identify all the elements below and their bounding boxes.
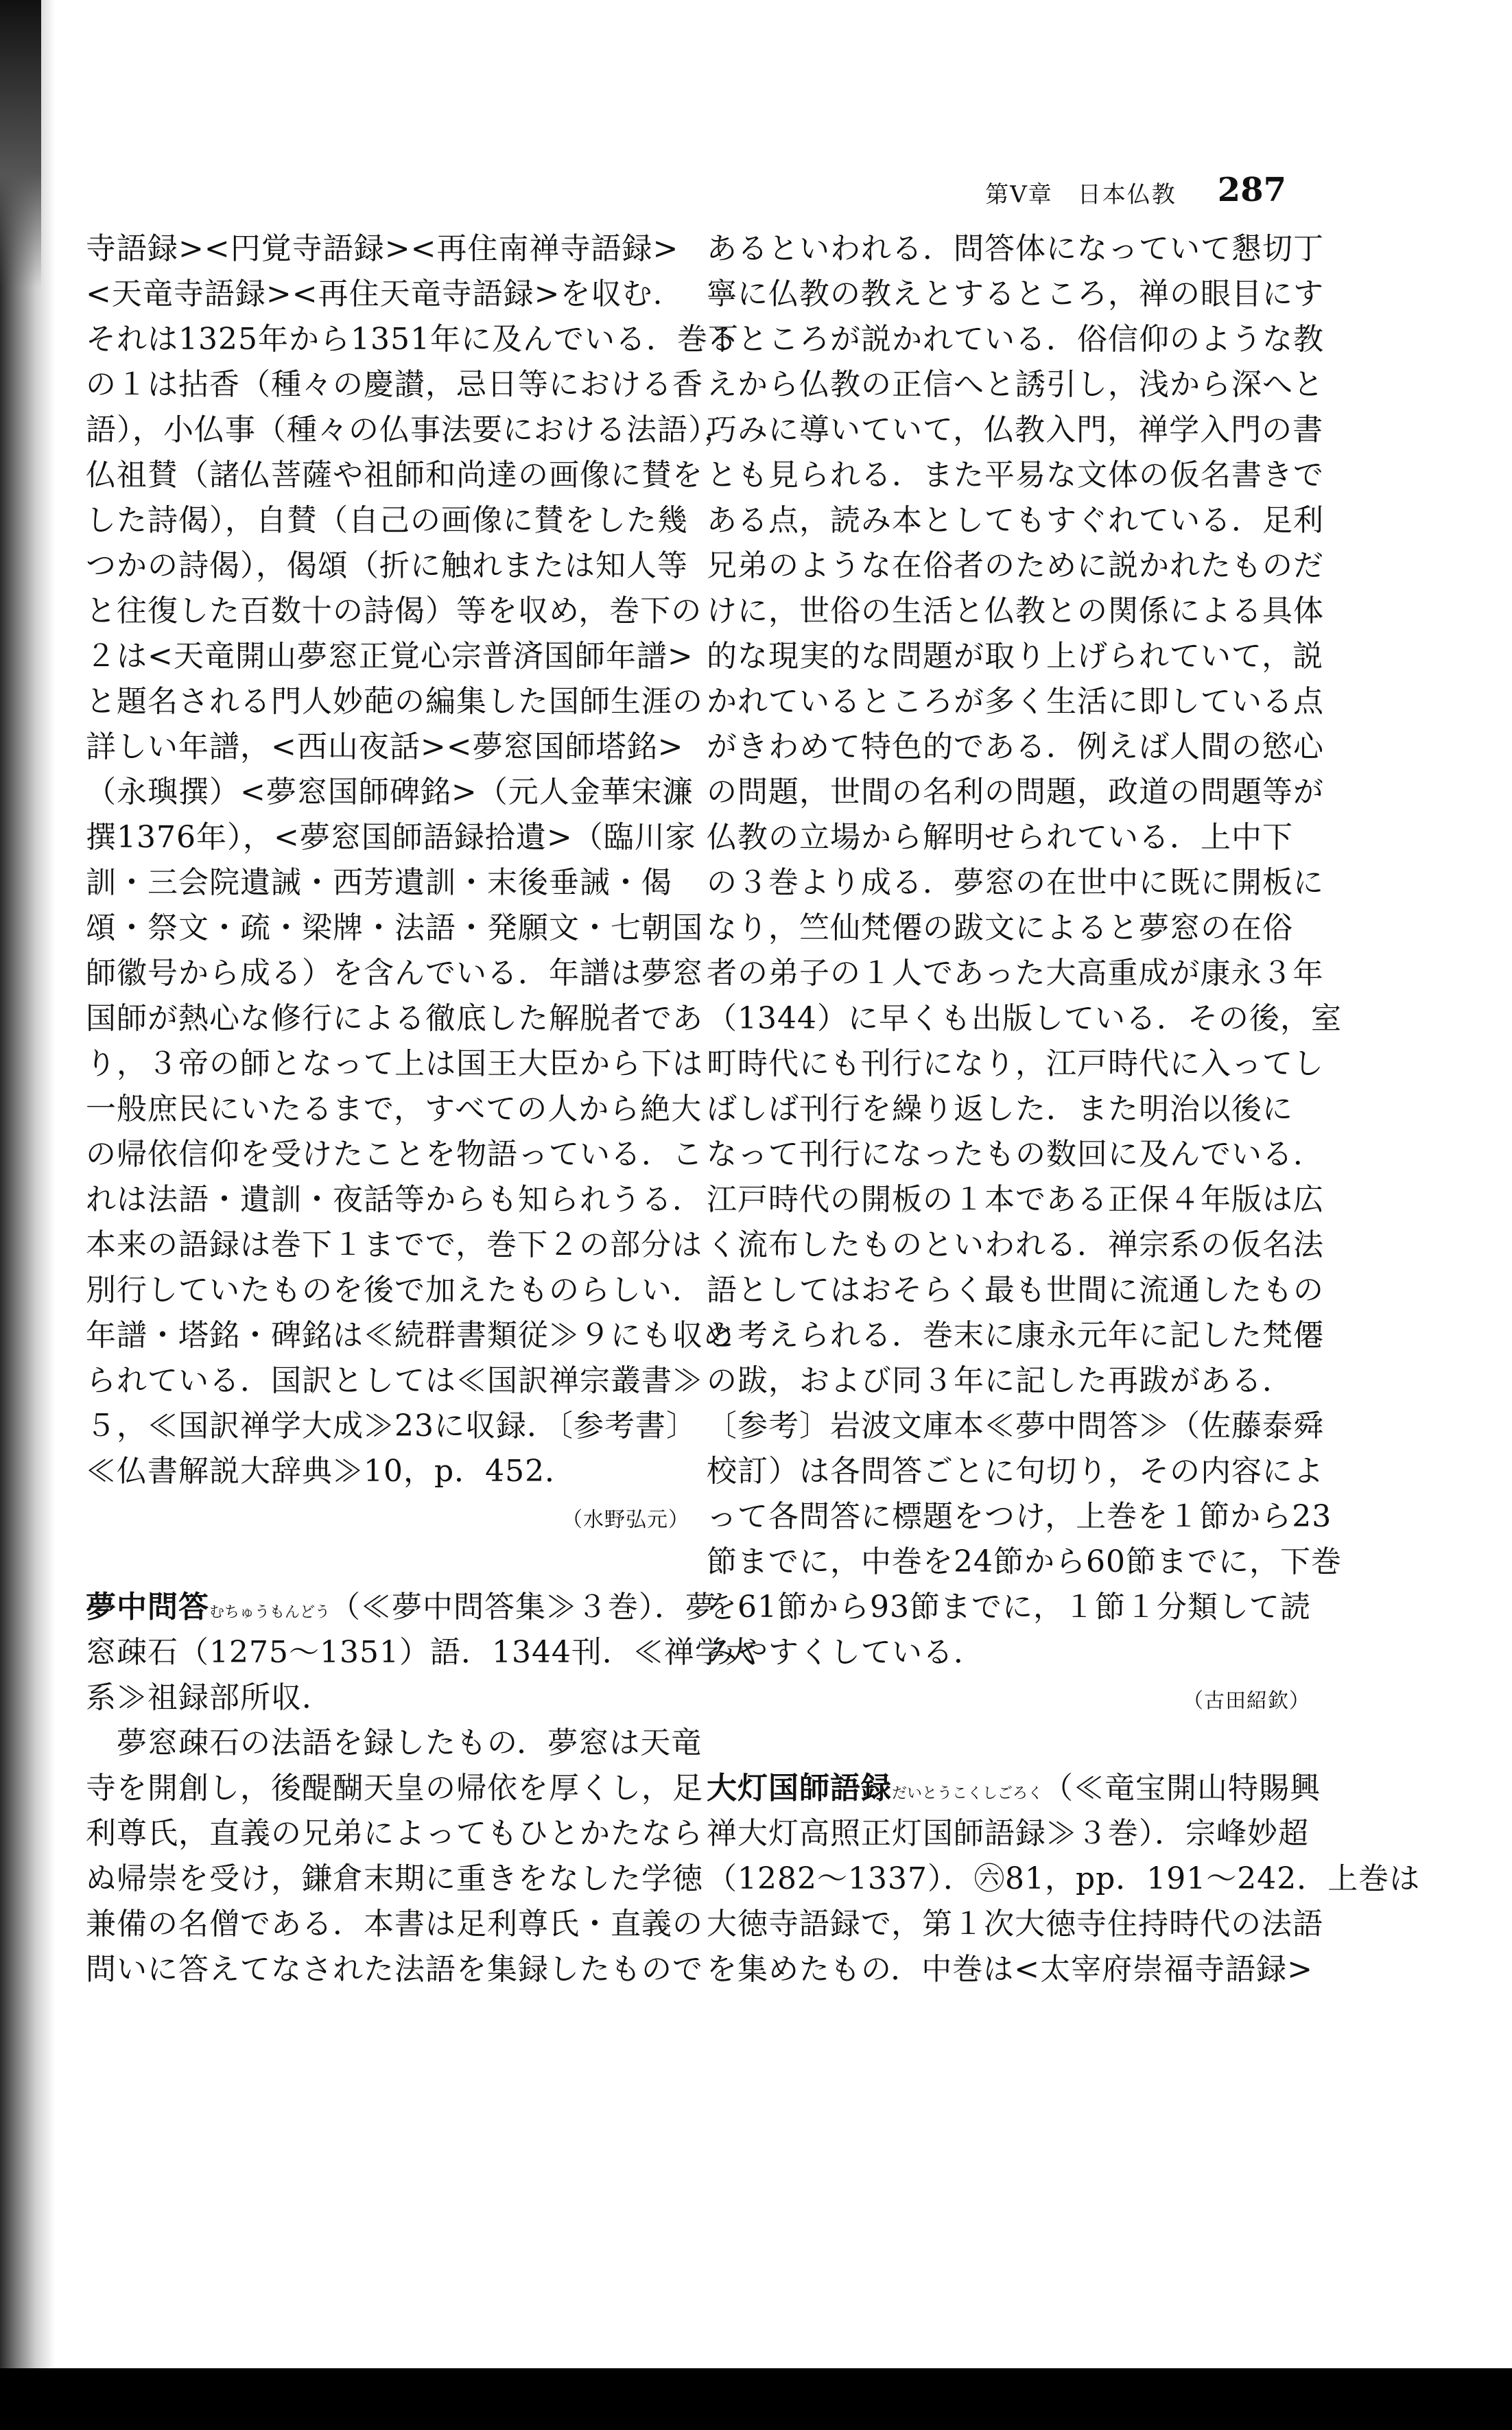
- chapter-title: 第V章 日本仏教: [985, 181, 1177, 209]
- text-line: 問いに答えてなされた法語を集録したもので: [86, 1952, 703, 1987]
- text-line: なって刊行になったもの数回に及んでいる．: [707, 1137, 1324, 1172]
- text-line: （永璵撰）<夢窓国師碑銘>（元人金華宋濂: [86, 775, 694, 810]
- left-column: [86, 226, 757, 1992]
- right-column: [707, 226, 1421, 1992]
- dictionary-entry: [86, 1585, 757, 1992]
- entry-heading-line: [707, 1766, 1321, 1811]
- text-line: 大徳寺語録で，第１次大徳寺住持時代の法語: [707, 1907, 1324, 1942]
- text-line: けに，世俗の生活と仏教との関係による具体: [707, 593, 1324, 628]
- text-line: 寧に仏教の教えとするところ，禅の眼目にす: [707, 276, 1324, 311]
- entry-title-rest: （≪夢中問答集≫３巻）．夢: [330, 1590, 717, 1625]
- text-line: ある点，読み本としてもすぐれている．足利: [707, 503, 1324, 538]
- text-line: 夢窓疎石の法語を録したもの．夢窓は天竜: [86, 1725, 702, 1760]
- text-line: した詩偈），自賛（自己の画像に賛をした幾: [86, 503, 688, 538]
- entry-title-rest: （≪竜宝開山特賜興: [1043, 1771, 1321, 1806]
- text-line: ２は<天竜開山夢窓正覚心宗普済国師年譜>: [86, 639, 694, 674]
- running-head: [957, 168, 1286, 209]
- text-line: るところが説かれている．俗信仰のような教: [707, 322, 1324, 357]
- text-line: 窓疎石（1275～1351）語．1344刊．≪禅学大: [86, 1635, 757, 1670]
- text-line: の３巻より成る．夢窓の在世中に既に開板に: [707, 865, 1324, 900]
- continued-entry-text: [86, 226, 739, 1540]
- author-signature: （水野弘元）: [562, 1508, 689, 1532]
- text-line: 寺語録><円覚寺語録><再住南禅寺語録>: [86, 231, 679, 266]
- text-line: れは法語・遺訓・夜話等からも知られうる．: [86, 1182, 703, 1217]
- text-line: の１は拈香（種々の慶讃，忌日等における香: [86, 367, 703, 402]
- author-signature: （古田紹欽）: [1183, 1689, 1310, 1713]
- text-line: 一般庶民にいたるまで，すべての人から絶大: [86, 1092, 702, 1126]
- text-line: 訓・三会院遺誡・西芳遺訓・末後垂誡・偈: [86, 865, 672, 900]
- text-line: ５，≪国訳禅学大成≫23に収録．〔参考書〕: [86, 1408, 697, 1443]
- text-line: あるといわれる．問答体になっていて懇切丁: [707, 231, 1324, 266]
- text-line: つかの詩偈），偈頌（折に触れまたは知人等: [86, 548, 688, 583]
- text-line: えから仏教の正信へと誘引し，浅から深へと: [707, 367, 1324, 402]
- text-line: と考えられる．巻末に康永元年に記した梵僊: [707, 1318, 1324, 1353]
- text-line: と往復した百数十の詩偈）等を収め，巻下の: [86, 593, 702, 628]
- text-line: 頌・祭文・疏・梁牌・法語・発願文・七朝国: [86, 910, 703, 945]
- text-line: （1344）に早くも出版している．その後，室: [707, 1001, 1342, 1036]
- text-line: の帰依信仰を受けたことを物語っている．こ: [86, 1137, 703, 1172]
- entry-title: 大灯国師語録: [707, 1771, 892, 1806]
- text-line: かれているところが多く生活に即している点: [707, 684, 1324, 719]
- text-line: って各問答に標題をつけ，上巻を１節から23: [707, 1499, 1332, 1534]
- text-line: 校訂）は各問答ごとに句切り，その内容によ: [707, 1454, 1324, 1489]
- text-line: ≪仏書解説大辞典≫10，p．452．: [86, 1454, 576, 1489]
- text-line: 師徽号から成る）を含んでいる．年譜は夢窓: [86, 956, 703, 991]
- text-line: 年譜・塔銘・碑銘は≪続群書類従≫９にも収め: [86, 1318, 734, 1353]
- text-line: 語としてはおそらく最も世間に流通したもの: [707, 1273, 1324, 1308]
- scan-bottom-border: [0, 2368, 1512, 2430]
- text-line: 国師が熱心な修行による徹底した解脱者であ: [86, 1001, 703, 1036]
- text-line: の跋，および同３年に記した再跋がある．: [707, 1363, 1293, 1398]
- text-line: がきわめて特色的である．例えば人間の慾心: [707, 729, 1324, 764]
- text-line: それは1325年から1351年に及んでいる．巻下: [86, 322, 739, 357]
- entry-heading-line: [86, 1585, 717, 1630]
- text-line: く流布したものといわれる．禅宗系の仮名法: [707, 1227, 1324, 1262]
- text-line: 別行していたものを後で加えたものらしい．: [86, 1273, 703, 1308]
- text-line: 利尊氏，直義の兄弟によってもひとかたなら: [86, 1816, 703, 1851]
- entry-title: 夢中問答: [86, 1590, 209, 1625]
- text-line: <天竜寺語録><再住天竜寺語録>を収む.: [86, 276, 663, 311]
- dictionary-entry: [707, 1766, 1421, 1992]
- text-line: 語），小仏事（種々の仏事法要における法語），: [86, 412, 735, 447]
- text-line: を集めたもの．中巻は<太宰府崇福寺語録>: [707, 1952, 1313, 1987]
- text-line: 本来の語録は巻下１までで，巻下２の部分は: [86, 1227, 703, 1262]
- page-number: 287: [1217, 171, 1286, 209]
- text-line: と題名される門人妙葩の編集した国師生涯の: [86, 684, 703, 719]
- entry-reading: むちゅうもんどう: [209, 1604, 331, 1621]
- text-line: （1282～1337）．㊅81，pp．191～242．上巻は: [707, 1861, 1421, 1896]
- text-line: 仏教の立場から解明せられている．上中下: [707, 820, 1293, 855]
- text-line: られている．国訳としては≪国訳禅宗叢書≫: [86, 1363, 703, 1398]
- text-line: 詳しい年譜，<西山夜話><夢窓国師塔銘>: [86, 729, 684, 764]
- text-line: の問題，世間の名利の問題，政道の問題等が: [707, 775, 1324, 810]
- text-line: みやすくしている．: [707, 1635, 984, 1670]
- text-line: ばしば刊行を繰り返した．また明治以後に: [707, 1092, 1293, 1126]
- text-line: 寺を開創し，後醍醐天皇の帰依を厚くし，足: [86, 1771, 703, 1806]
- entry-reading: だいとうこくしごろく: [892, 1785, 1043, 1802]
- entry-continuation: [707, 226, 1342, 1721]
- scan-edge-top-shadow: [0, 0, 41, 288]
- text-line: なり，竺仙梵僊の跋文によると夢窓の在俗: [707, 910, 1293, 945]
- text-line: 的な現実的な問題が取り上げられていて，説: [707, 639, 1324, 674]
- text-line: 兄弟のような在俗者のために説かれたものだ: [707, 548, 1324, 583]
- text-line: 江戸時代の開板の１本である正保４年版は広: [707, 1182, 1324, 1217]
- text-line: 巧みに導いていて，仏教入門，禅学入門の書: [707, 412, 1324, 447]
- text-line: ぬ帰崇を受け，鎌倉末期に重きをなした学徳: [86, 1861, 703, 1896]
- text-line: とも見られる．また平易な文体の仮名書きで: [707, 458, 1324, 493]
- text-line: 者の弟子の１人であった大高重成が康永３年: [707, 956, 1324, 991]
- text-line: 仏祖賛（諸仏菩薩や祖師和尚達の画像に賛を: [86, 458, 703, 493]
- text-line: り，３帝の師となって上は国王大臣から下は: [86, 1046, 703, 1081]
- text-line: 兼備の名僧である．本書は足利尊氏・直義の: [86, 1907, 703, 1942]
- text-line: 禅大灯高照正灯国師語録≫３巻）．宗峰妙超: [707, 1816, 1309, 1851]
- text-line: 節までに，中巻を24節から60節までに，下巻: [707, 1544, 1342, 1579]
- text-line: 〔参考〕岩波文庫本≪夢中問答≫（佐藤泰舜: [707, 1408, 1324, 1443]
- scan-edge-shadow: [0, 0, 55, 2430]
- text-line: 系≫祖録部所収．: [86, 1680, 333, 1715]
- text-line: を61節から93節までに，１節１分類して読: [707, 1590, 1311, 1625]
- text-line: 町時代にも刊行になり，江戸時代に入ってし: [707, 1046, 1324, 1081]
- text-line: 撰1376年），<夢窓国師語録拾遺>（臨川家: [86, 820, 696, 855]
